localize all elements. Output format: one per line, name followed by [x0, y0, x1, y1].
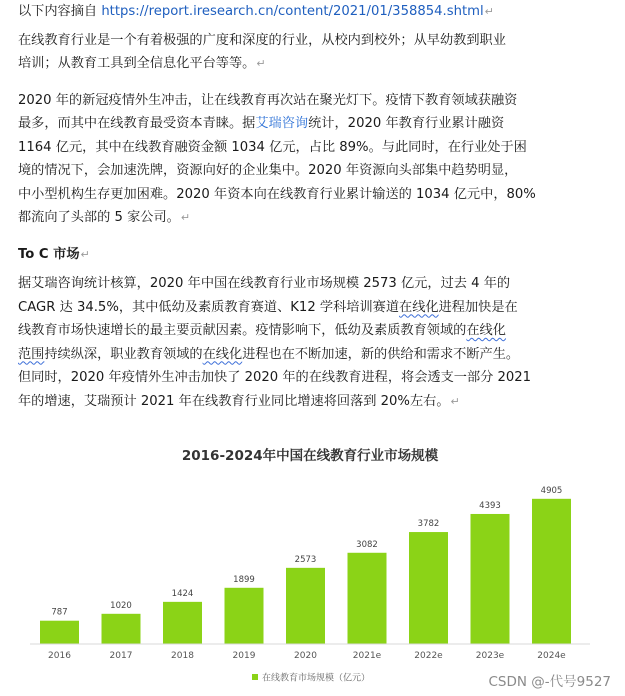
text-line: 中小型机构生存更加困难。2020 年资本向在线教育行业累计输送的 1034 亿元中，80%: [18, 186, 536, 202]
chart-title: 2016-2024年中国在线教育行业市场规模: [181, 448, 439, 464]
paragraph-1: [18, 29, 608, 76]
document-body: [18, 0, 608, 426]
text-span: CAGR 达 34.5%，其中低幼及素质教育赛道、K12 学科培训赛道: [18, 299, 400, 315]
text-span: 最多，而其中在线教育最受资本青睐。据: [18, 116, 256, 131]
spellcheck-word: 在线化: [399, 299, 439, 315]
text-line: 1164 亿元，其中在线教育融资金额 1034 亿元，占比 89%。与此同时，在行业处于困: [18, 139, 527, 155]
legend-swatch: [252, 674, 258, 680]
x-tick-2020: 2020: [294, 651, 317, 661]
text-span: 线教育市场快速增长的最主要贡献因素。疫情影响下，低幼及素质教育领域的: [18, 323, 467, 338]
legend: [252, 672, 370, 684]
paragraph-3: [18, 272, 608, 413]
heading-text: To C 市场: [18, 246, 80, 262]
data-label-2019: 1899: [233, 574, 255, 585]
text-span: 都流向了头部的 5 家公司。: [18, 210, 180, 225]
x-axis-ticks: [48, 651, 566, 661]
x-tick-2018: 2018: [171, 651, 194, 661]
spellcheck-word: 在线化: [466, 323, 506, 338]
section-heading: [18, 243, 608, 267]
x-tick-2023e: 2023e: [475, 651, 505, 661]
x-tick-2019: 2019: [232, 651, 256, 661]
data-label-2017: 1020: [110, 600, 132, 611]
text-line: [18, 343, 608, 367]
data-label-2024e: 4905: [540, 485, 563, 496]
text-line-end: [18, 390, 608, 414]
text-line-end: [18, 52, 608, 76]
text-line: 2020 年的新冠疫情外生冲击，让在线教育再次站在聚光灯下。疫情下教育领域获融资: [18, 92, 518, 108]
x-tick-2016: 2016: [48, 651, 71, 661]
bar-2017: [102, 614, 141, 644]
bar-2022e: [409, 532, 448, 644]
bar-2019: [225, 588, 264, 644]
iresearch-link[interactable]: 艾瑞咨询: [255, 116, 309, 131]
paragraph-mark-icon: ↵: [80, 247, 90, 261]
x-tick-2024e: 2024e: [537, 651, 566, 661]
bar-2024e: [532, 499, 571, 644]
paragraph-mark-icon: ↵: [484, 5, 494, 18]
text-line: 在线教育行业是一个有着极强的广度和深度的行业，从校内到校外；从早幼教到职业: [18, 32, 506, 48]
market-size-chart: [20, 436, 600, 691]
text-span: 进程也在不断加速，新的供给和需求不断产生。: [242, 346, 520, 362]
text-span: 持续纵深，职业教育领域的: [44, 346, 203, 362]
text-line-end: [18, 206, 608, 230]
x-tick-2022e: 2022e: [414, 651, 443, 661]
data-label-2016: 787: [51, 607, 68, 618]
text-line: [18, 112, 608, 136]
data-label-2018: 1424: [171, 588, 194, 599]
data-label-2022e: 3782: [417, 519, 440, 530]
bar-2021e: [348, 553, 387, 644]
source-link[interactable]: https://report.iresearch.cn/content/2021/01/358854.shtml: [101, 4, 484, 19]
source-prefix: 以下内容摘自: [18, 4, 102, 19]
paragraph-mark-icon: ↵: [256, 57, 266, 70]
spellcheck-word: 范围: [18, 346, 45, 362]
text-line: [18, 296, 608, 320]
text-line: 境的情况下，会加速洗牌，资源向好的企业集中。2020 年资源向头部集中趋势明显，: [18, 163, 518, 178]
data-label-2020: 2573: [294, 554, 317, 565]
bar-series: [40, 486, 571, 644]
text-span: 年的增速，艾瑞预计 2021 年在线教育行业同比增速将回落到 20%左右。: [18, 393, 450, 409]
data-label-2021e: 3082: [356, 539, 378, 550]
bar-2016: [40, 621, 79, 644]
text-span: 统计，2020 年教育行业累计融资: [308, 116, 505, 131]
paragraph-mark-icon: ↵: [450, 394, 460, 408]
data-label-2023e: 4393: [479, 500, 501, 511]
paragraph-2: [18, 89, 608, 230]
text-line: 据艾瑞咨询统计核算，2020 年中国在线教育行业市场规模 2573 亿元，过去 4 年的: [18, 276, 511, 291]
bar-2018: [163, 602, 202, 644]
text-line: [18, 319, 608, 343]
paragraph-mark-icon: ↵: [180, 211, 191, 224]
text-line: 但同时，2020 年疫情外生冲击加快了 2020 年的在线教育进程，将会透支一部分 2021: [18, 370, 532, 385]
x-tick-2021e: 2021e: [352, 651, 382, 661]
watermark: CSDN @-代号9527: [488, 674, 611, 690]
text-span: 培训；从教育工具到全信息化平台等等。: [18, 56, 256, 71]
source-line: [18, 0, 608, 24]
legend-label: 在线教育市场规模（亿元）: [262, 673, 371, 684]
text-span: 进程加快是在: [438, 299, 518, 315]
bar-2020: [286, 568, 325, 644]
bar-2023e: [471, 514, 510, 644]
spellcheck-word: 在线化: [202, 346, 243, 362]
x-tick-2017: 2017: [109, 651, 133, 661]
